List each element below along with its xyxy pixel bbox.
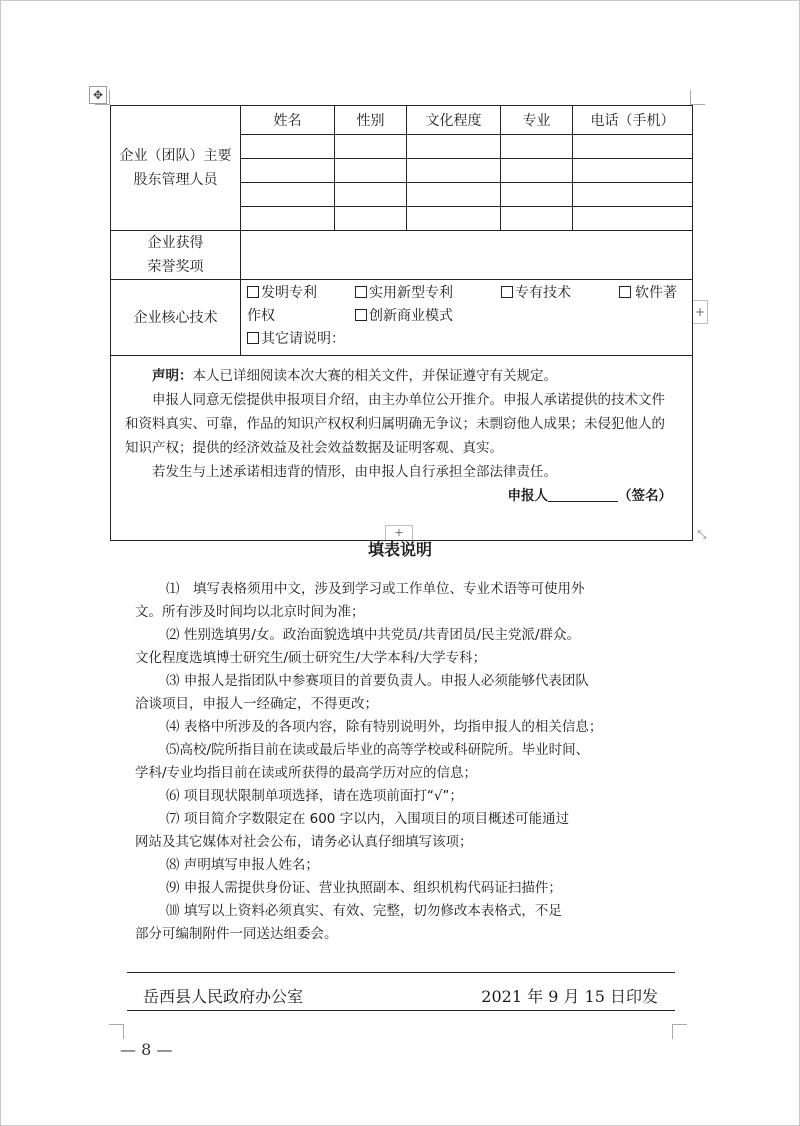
honors-field[interactable] [241, 231, 693, 280]
application-form-table [110, 105, 693, 541]
table-cell[interactable] [501, 207, 573, 231]
option-business-model[interactable]: 创新商业模式 [355, 305, 453, 328]
note-line: 文化程度选填博士研究生/硕士研究生/大学本科/大学专科； [135, 650, 487, 666]
table-cell[interactable] [573, 135, 693, 159]
page-number: — 8 — [120, 1040, 173, 1059]
checkbox-icon[interactable] [247, 332, 259, 344]
table-cell[interactable] [335, 135, 407, 159]
table-cell[interactable] [335, 207, 407, 231]
table-cell[interactable] [407, 135, 501, 159]
table-move-handle-icon[interactable]: ✥ [89, 86, 107, 104]
note-line: ⑶ 申报人是指团队中参赛项目的首要负责人。申报人必须能够代表团队 [166, 673, 589, 689]
table-cell[interactable] [241, 183, 335, 207]
add-row-icon[interactable]: + [385, 525, 413, 541]
checkbox-icon[interactable] [619, 286, 631, 298]
table-cell[interactable] [335, 183, 407, 207]
table-cell[interactable] [335, 159, 407, 183]
checkbox-icon[interactable] [501, 286, 513, 298]
note-line: ⑵ 性别选填男/女。政治面貌选填中共党员/共青团员/民主党派/群众。 [166, 627, 581, 643]
table-cell[interactable] [407, 159, 501, 183]
column-header-name: 姓名 [241, 106, 335, 135]
note-line: ⑺ 项目简介字数限定在 600 字以内，入围项目的项目概述可能通过 [166, 811, 570, 827]
table-cell[interactable] [241, 135, 335, 159]
column-header-major: 专业 [501, 106, 573, 135]
core-tech-options [241, 280, 693, 356]
declaration-line1: 本人已详细阅读本次大赛的相关文件，并保证遵守有关规定。 [192, 368, 557, 384]
table-cell[interactable] [573, 183, 693, 207]
table-cell[interactable] [241, 159, 335, 183]
option-software-copyright[interactable]: 软件著 [619, 282, 677, 305]
table-cell[interactable] [407, 183, 501, 207]
table-resize-icon[interactable]: ⤡ [697, 528, 707, 541]
margin-corner-mark [109, 1024, 124, 1039]
note-line: ⑴ 填写表格须用中文，涉及到学习或工作单位、专业术语等可使用外 [166, 581, 585, 597]
note-line: 网站及其它媒体对社会公布，请务必认真仔细填写该项； [135, 834, 473, 850]
option-invention-patent[interactable]: 发明专利 [247, 282, 355, 305]
note-line: 学科/专业均指目前在读或所获得的最高学历对应的信息； [135, 765, 478, 781]
footer-rule-bottom [127, 1010, 675, 1011]
footer-issuer: 岳西县人民政府办公室 [143, 987, 304, 1006]
notes-list [135, 578, 655, 946]
table-cell[interactable] [501, 183, 573, 207]
option-other[interactable]: 其它请说明： [247, 328, 345, 351]
table-cell[interactable] [241, 207, 335, 231]
footer-rule-top [127, 972, 675, 973]
note-line: ⑷ 表格中所涉及的各项内容，除有特别说明外，均指申报人的相关信息； [166, 719, 603, 735]
add-column-icon[interactable]: + [692, 300, 708, 324]
declaration [111, 356, 693, 541]
signature-blank[interactable] [548, 487, 618, 502]
signature-line: 申报人 （签名） [507, 488, 672, 504]
note-line: 部分可编制附件一同送达组委会。 [135, 926, 338, 942]
core-tech-label: 企业核心技术 [111, 280, 241, 356]
note-line: ⑽ 填写以上资料必须真实、有效、完整，切勿修改本表格式，不足 [166, 903, 562, 919]
management-label: 企业（团队）主要股东管理人员 [111, 106, 241, 231]
option-utility-patent[interactable]: 实用新型专利 [355, 282, 501, 305]
note-line: 洽谈项目，申报人一经确定，不得更改； [135, 696, 378, 712]
table-cell[interactable] [501, 135, 573, 159]
honors-label: 企业获得荣誉奖项 [111, 231, 241, 280]
note-line: ⑻ 声明填写申报人姓名； [166, 857, 319, 873]
declaration-lead: 声明： [152, 368, 193, 384]
declaration-line2: 申报人同意无偿提供申报项目介绍，由主办单位公开推介。申报人承诺提供的技术文件和资料真实、可靠，作品的知识产权权利归属明确无争议；未剽窃他人成果；未侵犯他人的知识产权；提供的经济效益及社会效益数据及证明客观、真实。 [125, 392, 665, 456]
table-cell[interactable] [573, 207, 693, 231]
column-header-phone: 电话（手机） [573, 106, 693, 135]
note-line: ⑹ 项目现状限制单项选择，请在选项前面打“√”； [166, 788, 463, 804]
checkbox-icon[interactable] [355, 309, 367, 321]
column-header-gender: 性别 [335, 106, 407, 135]
table-cell[interactable] [573, 159, 693, 183]
note-line: 文。所有涉及时间均以北京时间为准； [135, 604, 365, 620]
table-cell[interactable] [501, 159, 573, 183]
note-line: ⑼ 申报人需提供身份证、营业执照副本、组织机构代码证扫描件； [166, 880, 562, 896]
margin-corner-mark [690, 90, 705, 105]
notes-title: 填表说明 [367, 540, 432, 559]
checkbox-icon[interactable] [355, 286, 367, 298]
option-proprietary-tech[interactable]: 专有技术 [501, 282, 619, 305]
column-header-education: 文化程度 [407, 106, 501, 135]
note-line: ⑸高校/院所指目前在读或最后毕业的高等学校或科研院所。毕业时间、 [166, 742, 590, 758]
margin-corner-mark [672, 1024, 687, 1039]
checkbox-icon[interactable] [247, 286, 259, 298]
table-cell[interactable] [407, 207, 501, 231]
option-software-copyright-cont: 作权 [247, 308, 275, 324]
footer-date: 2021 年 9 月 15 日印发 [481, 987, 658, 1006]
declaration-line3: 若发生与上述承诺相违背的情形，由申报人自行承担全部法律责任。 [152, 464, 557, 480]
